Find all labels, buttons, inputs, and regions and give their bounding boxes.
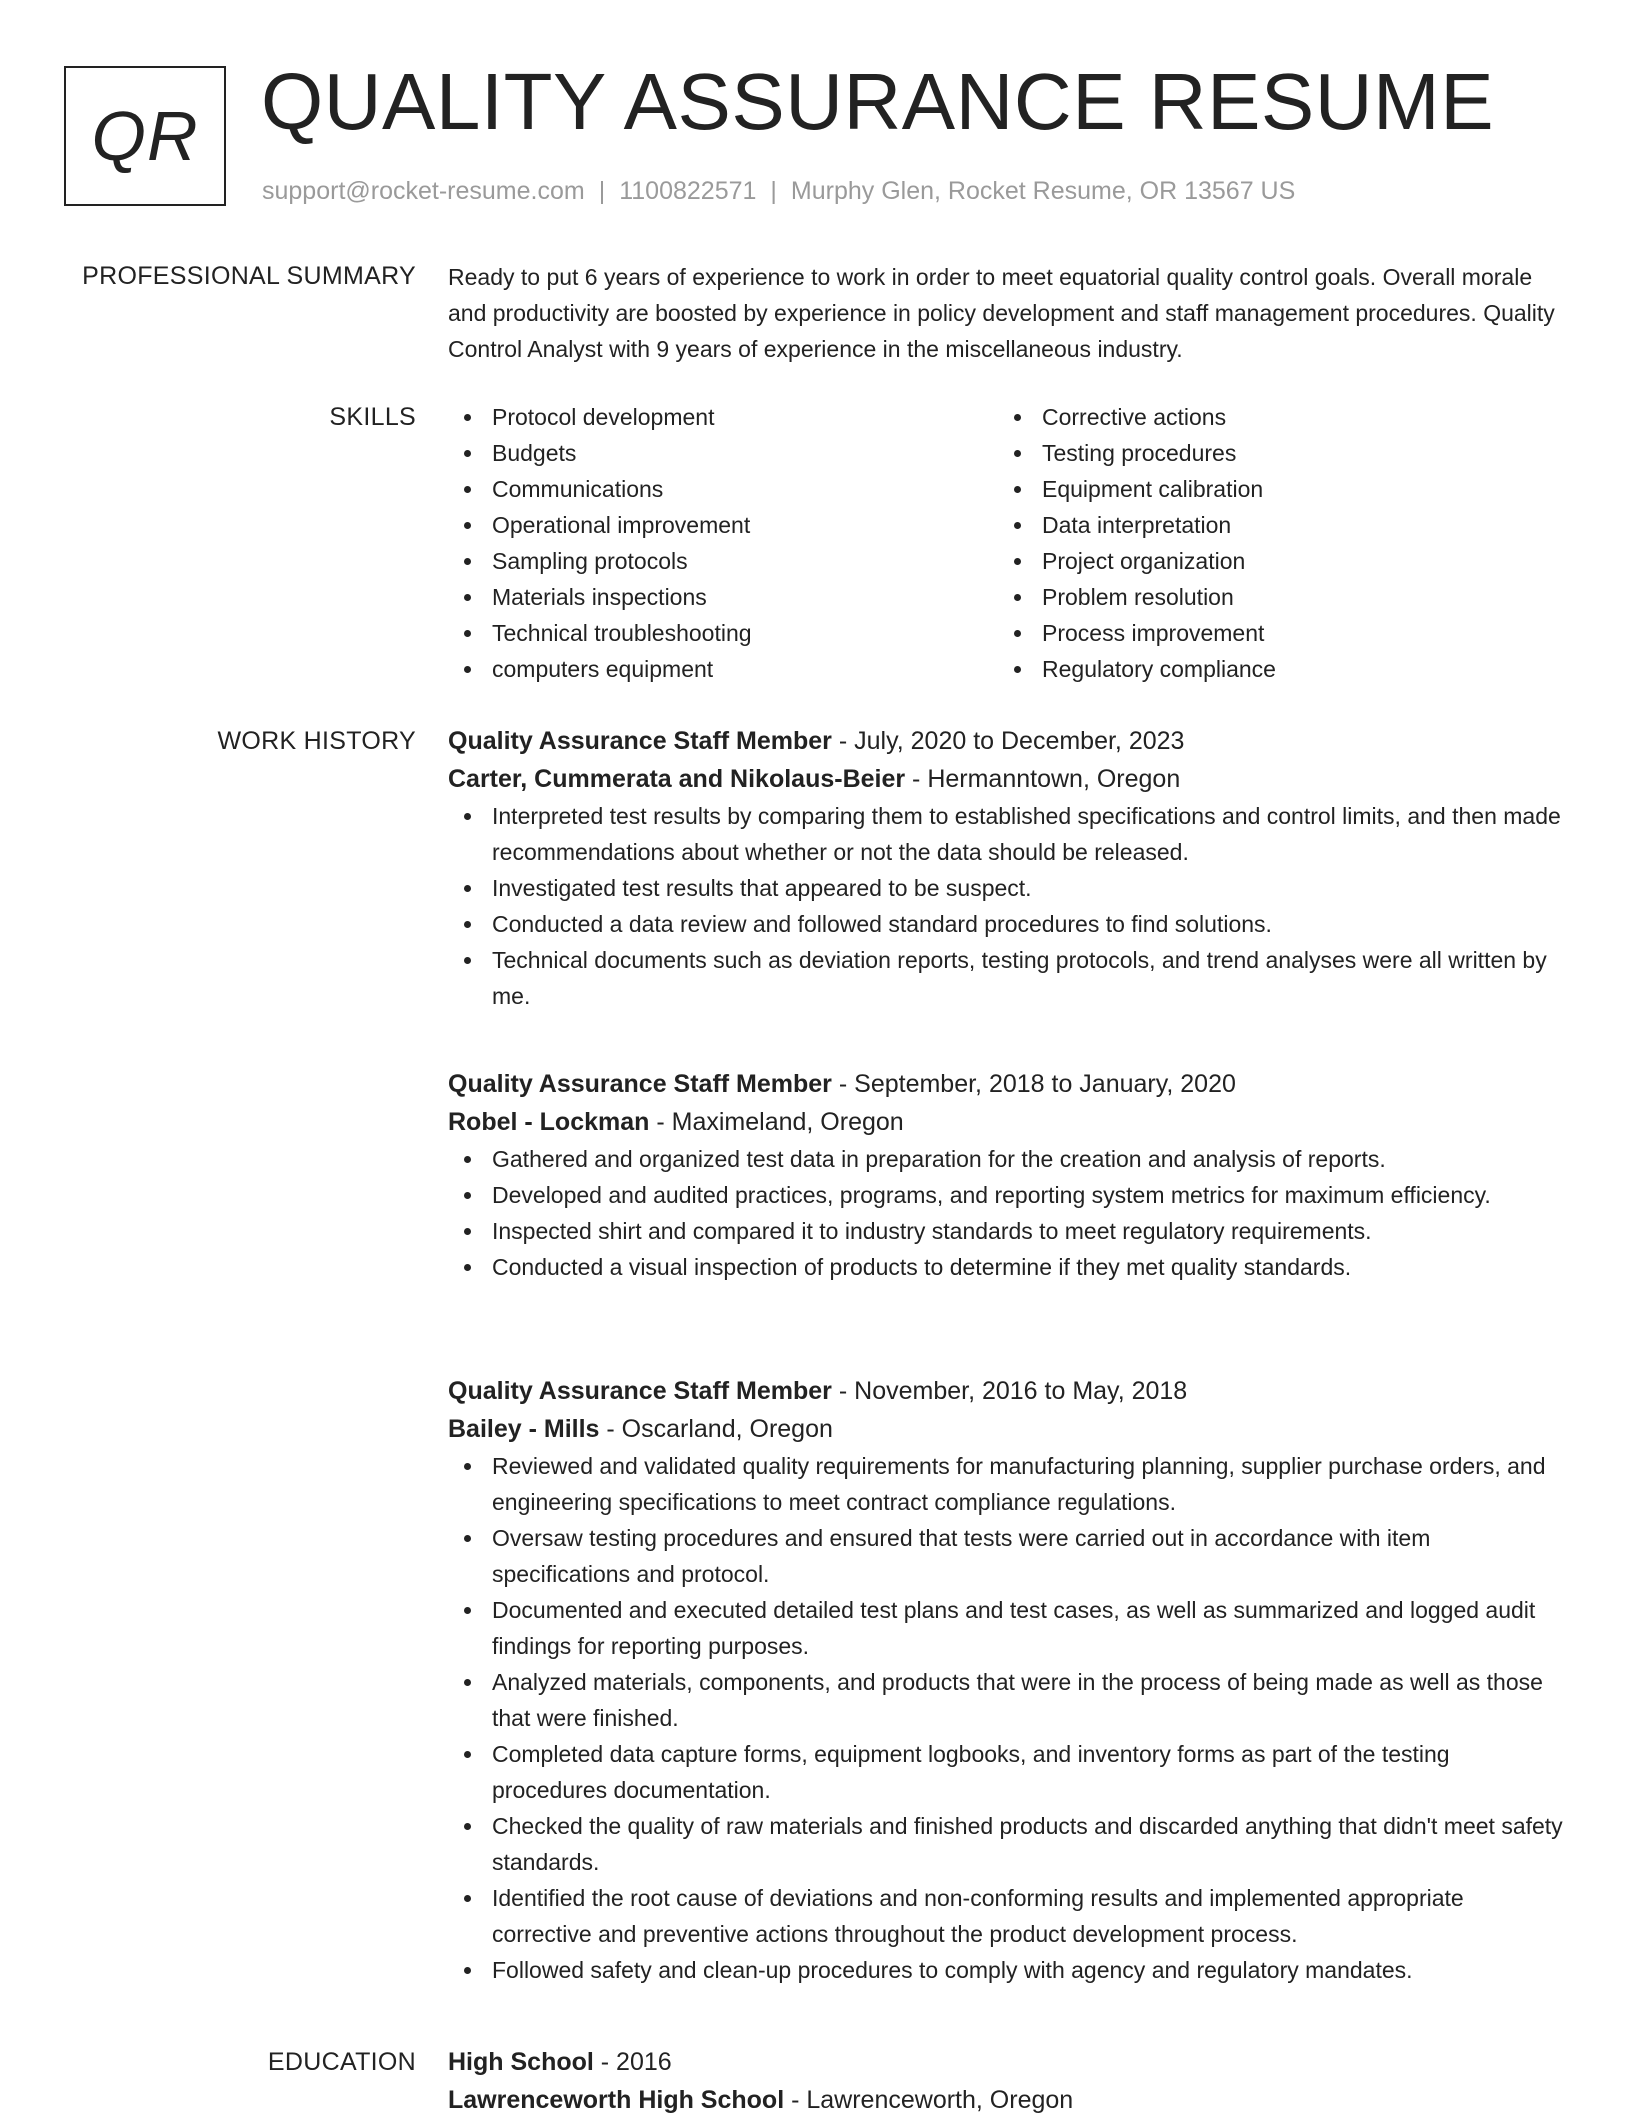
skill-item: Data interpretation [998, 507, 1548, 543]
job-location: - Oscarland, Oregon [599, 1415, 833, 1443]
skill-item: Testing procedures [998, 435, 1548, 471]
section-title-skills: SKILLS [329, 403, 416, 431]
job-bullet: Interpreted test results by comparing them to established specifications and control limits, and then made recommendations about whether or not the data should be released. [448, 798, 1568, 870]
job-bullet: Developed and audited practices, programs, and reporting system metrics for maximum efficiency. [448, 1177, 1568, 1213]
skill-item: Corrective actions [998, 399, 1548, 435]
monogram-initials: QR [91, 97, 199, 175]
job-entry [448, 1065, 1568, 1285]
job-title-line [448, 722, 1568, 760]
job-bullet: Gathered and organized test data in preparation for the creation and analysis of reports. [448, 1141, 1568, 1177]
summary-text: Ready to put 6 years of experience to work in order to meet equatorial quality control goals. Overall morale and productivity are boosted by experience in policy development and staff management procedures. Quality Control Analyst with 9 years of experience in the miscellaneous industry. [448, 264, 1555, 362]
job-bullet: Followed safety and clean-up procedures to comply with agency and regulatory mandates. [448, 1952, 1568, 1988]
job-dates: - November, 2016 to May, 2018 [831, 1377, 1188, 1405]
skill-item: Problem resolution [998, 579, 1548, 615]
education-school-line [448, 2081, 1568, 2119]
skill-item: Communications [448, 471, 998, 507]
job-bullet: Oversaw testing procedures and ensured that tests were carried out in accordance with item specifications and protocol. [448, 1520, 1568, 1592]
job-company: Robel - Lockman [448, 1108, 650, 1136]
skill-item: Protocol development [448, 399, 998, 435]
skill-item: Process improvement [998, 615, 1548, 651]
job-dates: - July, 2020 to December, 2023 [831, 727, 1185, 755]
section-title-education: EDUCATION [267, 2048, 416, 2076]
monogram-box [64, 66, 226, 206]
job-role: Quality Assurance Staff Member [448, 727, 832, 755]
job-entry [448, 1372, 1568, 1988]
section-title-summary: PROFESSIONAL SUMMARY [82, 262, 416, 290]
job-bullet: Investigated test results that appeared to be suspect. [448, 870, 1568, 906]
skill-item: Sampling protocols [448, 543, 998, 579]
contact-address: Murphy Glen, Rocket Resume, OR 13567 US [790, 177, 1296, 205]
job-bullet: Identified the root cause of deviations and non-conforming results and implemented appropriate corrective and preventive actions throughout the product development process. [448, 1880, 1568, 1952]
skill-item: computers equipment [448, 651, 998, 687]
resume-title: QUALITY ASSURANCE RESUME [261, 57, 1495, 146]
education-year: - 2016 [593, 2048, 672, 2076]
contact-separator: | [770, 177, 777, 205]
skill-item: Equipment calibration [998, 471, 1548, 507]
education-location: - Lawrenceworth, Oregon [784, 2086, 1074, 2114]
skills-list-left [448, 399, 998, 687]
job-bullet: Analyzed materials, components, and products that were in the process of being made as well as those that were finished. [448, 1664, 1568, 1736]
skill-item: Regulatory compliance [998, 651, 1548, 687]
job-bullet: Completed data capture forms, equipment logbooks, and inventory forms as part of the testing procedures documentation. [448, 1736, 1568, 1808]
job-company: Bailey - Mills [448, 1415, 600, 1443]
job-company-line [448, 1410, 1568, 1448]
skill-item: Operational improvement [448, 507, 998, 543]
contact-phone[interactable]: 1100822571 [619, 177, 757, 205]
skill-item: Technical troubleshooting [448, 615, 998, 651]
job-entry [448, 722, 1568, 1014]
skills-list-right [998, 399, 1548, 687]
skills-section [448, 399, 1568, 687]
contact-email[interactable]: support@rocket-resume.com [262, 177, 585, 205]
contact-line [262, 176, 1295, 206]
job-bullets [448, 1141, 1568, 1285]
job-dates: - September, 2018 to January, 2020 [831, 1070, 1236, 1098]
contact-separator: | [598, 177, 606, 205]
skills-columns [448, 399, 1568, 687]
job-role: Quality Assurance Staff Member [448, 1377, 832, 1405]
education-school: Lawrenceworth High School [448, 2086, 785, 2114]
job-bullet: Technical documents such as deviation reports, testing protocols, and trend analyses were all written by me. [448, 942, 1568, 1014]
job-bullet: Documented and executed detailed test plans and test cases, as well as summarized and logged audit findings for reporting purposes. [448, 1592, 1568, 1664]
summary-section [448, 259, 1568, 367]
job-bullet: Checked the quality of raw materials and finished products and discarded anything that didn't meet safety standards. [448, 1808, 1568, 1880]
skill-item: Budgets [448, 435, 998, 471]
job-company-line [448, 760, 1568, 798]
job-company-line [448, 1103, 1568, 1141]
job-location: - Maximeland, Oregon [649, 1108, 904, 1136]
education-entry [448, 2043, 1568, 2119]
job-company: Carter, Cummerata and Nikolaus-Beier [448, 765, 906, 793]
job-bullets [448, 798, 1568, 1014]
section-title-work-history: WORK HISTORY [217, 727, 416, 755]
job-location: - Hermanntown, Oregon [905, 765, 1181, 793]
job-bullet: Conducted a data review and followed standard procedures to find solutions. [448, 906, 1568, 942]
skill-item: Project organization [998, 543, 1548, 579]
job-title-line [448, 1065, 1568, 1103]
skill-item: Materials inspections [448, 579, 998, 615]
job-title-line [448, 1372, 1568, 1410]
education-degree: High School [448, 2048, 594, 2076]
education-degree-line [448, 2043, 1568, 2081]
job-role: Quality Assurance Staff Member [448, 1070, 832, 1098]
job-bullets [448, 1448, 1568, 1988]
job-bullet: Reviewed and validated quality requirements for manufacturing planning, supplier purchase orders, and engineering specifications to meet contract compliance regulations. [448, 1448, 1568, 1520]
job-bullet: Inspected shirt and compared it to industry standards to meet regulatory requirements. [448, 1213, 1568, 1249]
job-bullet: Conducted a visual inspection of products to determine if they met quality standards. [448, 1249, 1568, 1285]
